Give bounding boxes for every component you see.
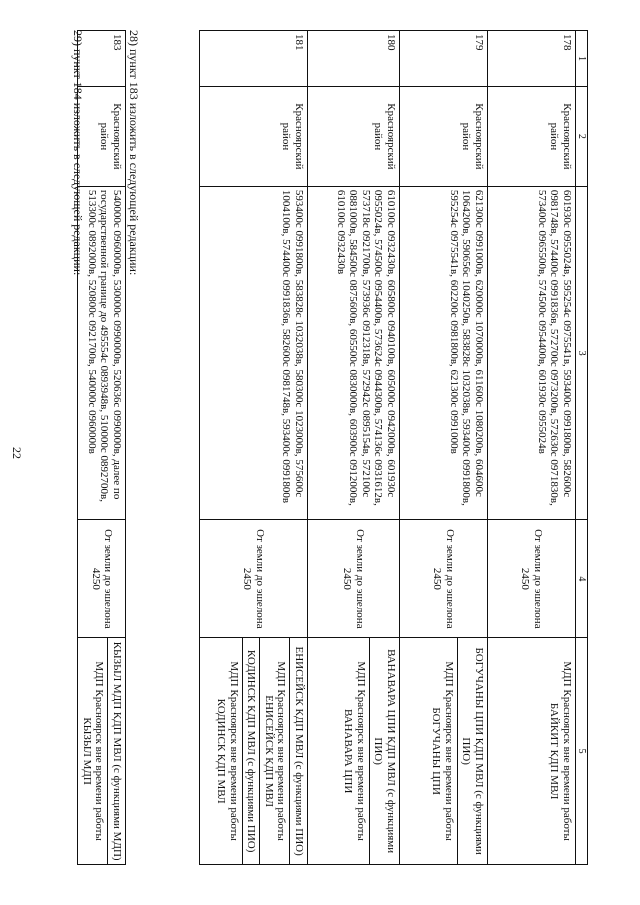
units-cell <box>78 638 126 865</box>
unit-text: МДП Красноярск вне времени работы БОГУЧАНЫ ЦПИ <box>428 638 458 864</box>
unit-text: БОГУЧАНЫ ЦПИ КДП МВЛ (с функциями ПИО) <box>460 647 485 855</box>
region-cell: Красноярский район <box>78 86 126 186</box>
row-number: 183 <box>78 31 126 87</box>
header-col-4: 4 <box>576 520 588 638</box>
coordinates-cell: 601930с 0955024в, 595254с 0975541в, 593400с 0991800в, 582600с 0981748в, 574400с 0991836в, 572700с 0973200в, 572630с 0971830в, 573400с 0965500в, 574500с 0954400в, 601930с 0955024в <box>488 186 576 520</box>
table-row <box>78 31 126 865</box>
coordinates-cell: 610100с 0932430в, 605800с 0940100в, 605000с 0942000в, 601930с 0955024в, 574500с 0954400в, 573624с 0944300в, 574136с 0931612в, 573718с 0921700в, 573936с 0912318в, 572942с 0895154в, 572100с 0881000в, 584500с 0875600в, 605500с 0830000в, 603900с 0912000в, 610100с 0932430в <box>308 186 400 520</box>
table-row <box>400 31 488 865</box>
header-col-5: 5 <box>576 638 588 865</box>
header-row <box>576 31 588 865</box>
document-body <box>68 30 588 865</box>
unit-text: МДП Красноярск вне времени работы ВАНАВАРА ЦПИ <box>340 638 370 864</box>
units-cell <box>308 638 400 865</box>
unit-text: МДП Красноярск вне времени работы БАЙКИТ КДП МВЛ <box>548 661 573 841</box>
coordinates-cell: 593400с 0991800в, 583828с 1032038в, 580300с 1023000в, 575600с 1004100в, 574400с 0991836в, 582600с 0981748в, 593400с 0991800в <box>200 186 308 520</box>
unit-text: МДП Красноярск вне времени работы КЫЗЫЛ МДП <box>79 638 109 864</box>
region-cell: Красноярский район <box>488 86 576 186</box>
row-number: 179 <box>400 31 488 87</box>
unit-text: МДП Красноярск вне времени работы КОДИНСК КДП МВЛ <box>213 638 243 864</box>
units-cell <box>400 638 488 865</box>
unit-text: КЫЗЫЛ МДП КДП МВЛ (с функциями МДП) <box>111 641 123 861</box>
unit-text: КОДИНСК КДП МВЛ (с функциями ПИО) <box>243 638 261 864</box>
row-number: 180 <box>308 31 400 87</box>
table-row <box>200 31 308 865</box>
table-row <box>488 31 576 865</box>
header-col-1: 1 <box>576 31 588 87</box>
amendment-note: 29) пункт 184 изложить в следующей редакции: <box>71 30 85 276</box>
row-number: 178 <box>488 31 576 87</box>
amendment-note: 28) пункт 183 изложить в следующей редакции: <box>127 30 141 276</box>
page-number: 22 <box>10 447 24 459</box>
row-number: 181 <box>200 31 308 87</box>
region-cell: Красноярский район <box>308 86 400 186</box>
altitude-cell: От земли до эшелона 2450 <box>488 520 576 638</box>
altitude-cell: От земли до эшелона 2450 <box>200 520 308 638</box>
altitude-cell: От земли до эшелона 4250 <box>78 520 126 638</box>
altitude-cell: От земли до эшелона 2450 <box>308 520 400 638</box>
table-row <box>308 31 400 865</box>
unit-text: ВАНАВАРА ЦПИ КДП МВЛ (с функциями ПИО) <box>372 649 397 854</box>
unit-text: МДП Красноярск вне времени работы ЕНИСЕЙСК КДП МВЛ <box>261 638 291 864</box>
unit-text: ЕНИСЕЙСК КДП МВЛ (с функциями ПИО) <box>293 646 305 856</box>
units-cell <box>488 638 576 865</box>
region-cell: Красноярский район <box>200 86 308 186</box>
units-cell <box>200 638 308 865</box>
header-col-3: 3 <box>576 186 588 520</box>
airspace-table <box>199 30 588 865</box>
coordinates-cell: 621300с 0991000в, 620000с 1070000в, 611600с 1080200в, 604600с 1064200в, 590656с 1040250в, 583828с 1032038в, 593400с 0991800в, 595254с 0975541в, 602200с 0981800в, 621300с 0991000в <box>400 186 488 520</box>
coordinates-cell: 540000с 0960000в, 530000с 0990000в, 520636с 0990000в, далее по государственной границе до 495554с 0893948в, 510000с 0892700в, 513300с 0892000в, 520800с 0921700в, 540000с 0960000в <box>78 186 126 520</box>
altitude-cell: От земли до эшелона 2450 <box>400 520 488 638</box>
header-col-2: 2 <box>576 86 588 186</box>
region-cell: Красноярский район <box>400 86 488 186</box>
